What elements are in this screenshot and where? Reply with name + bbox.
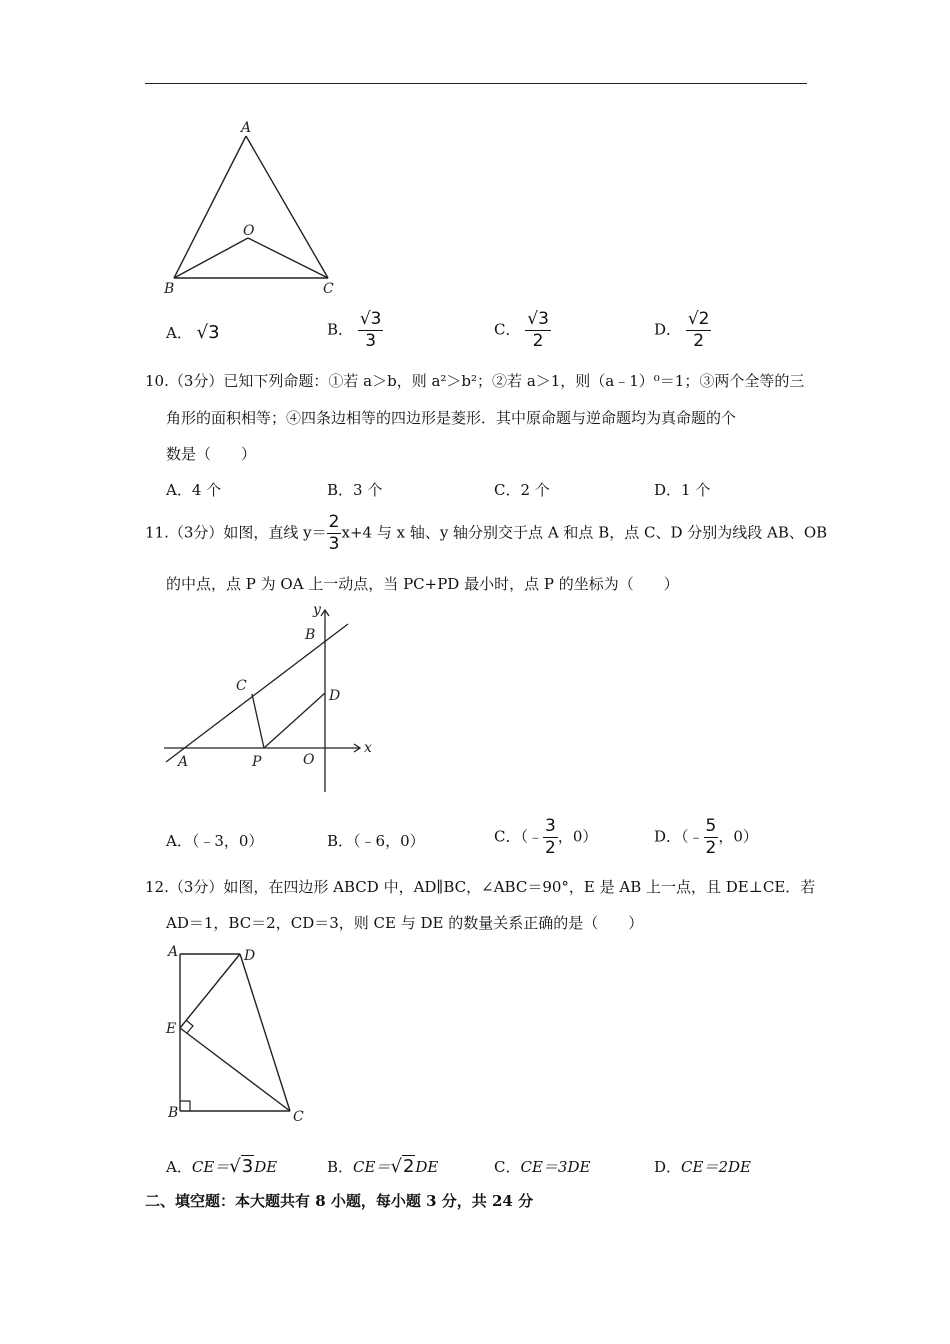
option-letter: C． [494,1158,521,1176]
q10-option-a[interactable]: A．4 个 [166,481,222,499]
q10-line2: 角形的面积相等；④四条边相等的四边形是菱形．其中原命题与逆命题均为真命题的个 [166,409,737,427]
fraction: $\frac{√3}{2}$ [527,309,549,351]
segment-ec [180,1028,290,1111]
right-angle-b [180,1101,190,1111]
segment-cp [252,694,264,748]
label-b: B [168,1105,179,1121]
q11-slope-fraction: $\frac{2}{3}$ [328,512,340,554]
q11-option-c[interactable]: C．（﹣ $\frac{3}{2}$ ，0） [494,816,598,858]
label-y: y [313,602,321,618]
label-d: D [329,688,341,704]
q9-option-d[interactable] [654,311,711,350]
q9-option-c[interactable] [494,311,551,350]
option-letter: D． [654,827,682,846]
q11-line2: 的中点，点 P 为 OA 上一动点，当 PC+PD 最小时，点 P 的坐标为（ ） [166,575,679,593]
q11-option-d[interactable]: D．（﹣ $\frac{5}{2}$ ，0） [654,816,758,858]
label-x: x [364,740,372,756]
label-a: A [178,754,189,770]
q11-option-b[interactable] [327,830,425,851]
option-value: （﹣3，0） [191,832,264,850]
q12-option-b[interactable]: B．CE＝√2DE [327,1156,439,1177]
label-a: A [168,944,179,960]
label-b: B [164,281,175,297]
q9-option-b[interactable] [327,311,383,350]
q12-option-d[interactable]: D．CE＝2DE [654,1158,751,1176]
option-letter: B． [327,1158,354,1176]
fraction: $\frac{3}{2}$ [545,816,556,858]
q9-triangle-figure [160,118,350,298]
label-p: P [252,754,262,770]
option-letter: C． [494,827,521,846]
label-c: C [293,1109,304,1125]
q10-option-b[interactable]: B．3 个 [327,481,383,499]
q10-line3: 数是（ ） [166,445,257,463]
label-c: C [236,678,247,694]
right-angle-e [186,1020,193,1033]
option-letter: D． [654,1158,682,1176]
fraction: $\frac{5}{2}$ [705,816,717,858]
label-d: D [244,948,256,964]
q12-line2: AD＝1，BC＝2，CD＝3，则 CE 与 DE 的数量关系正确的是（ ） [166,914,644,932]
q11-line1 [145,514,827,553]
segment-ed [180,954,240,1028]
q11-coordinate-figure [160,600,380,800]
sqrt: √2 [390,1156,415,1177]
segment-bo [174,238,248,278]
label-b: B [305,627,316,643]
q12-line1: 12.（3分）如图，在四边形 ABCD 中，AD∥BC，∠ABC＝90°，E 是 AB 上一点，且 DE⊥CE．若 [145,878,816,896]
q12-option-c[interactable]: C．CE＝3DE [494,1158,591,1176]
q11-option-a[interactable] [166,830,263,851]
label-a: A [241,120,252,136]
side-dc [240,954,290,1111]
option-letter: B． [327,320,354,339]
side-ab [174,136,246,278]
option-letter: B． [327,832,354,850]
q11-text-pre: 11.（3分）如图，直线 y＝ [145,523,327,542]
q10-line1: 10.（3分）已知下列命题：①若 a＞b，则 a²＞b²；②若 a＞1，则（a﹣1）⁰＝1；③两个全等的三 [145,372,805,390]
label-e: E [166,1021,177,1037]
label-c: C [323,281,334,297]
option-letter: C． [494,320,521,339]
fraction: $\frac{√3}{3}$ [359,309,382,351]
segment-pd [264,693,325,748]
sqrt: √3 [229,1156,254,1177]
fraction: $\frac{√2}{2}$ [687,309,710,351]
option-letter: A． [166,1158,192,1176]
label-o: O [303,752,315,768]
q9-option-a[interactable] [166,322,220,343]
q10-option-c[interactable]: C．2 个 [494,481,550,499]
line-ab [166,624,348,762]
q12-option-a[interactable]: A．CE＝√3DE [166,1156,278,1177]
q12-quadrilateral-figure [160,940,320,1130]
option-letter: D． [654,320,682,339]
option-letter: A． [166,324,192,342]
option-value: （﹣6，0） [353,832,425,850]
section-2-heading: 二、填空题：本大题共有 8 小题，每小题 3 分，共 24 分 [145,1192,534,1210]
option-letter: A． [166,832,192,850]
side-ac [246,136,328,278]
sqrt-value: √3 [196,322,220,343]
q10-option-d[interactable]: D．1 个 [654,481,711,499]
label-o: O [243,223,255,239]
q11-text-post: x+4 与 x 轴、y 轴分别交于点 A 和点 B，点 C、D 分别为线段 AB、OB [341,523,828,542]
header-rule [145,83,807,84]
